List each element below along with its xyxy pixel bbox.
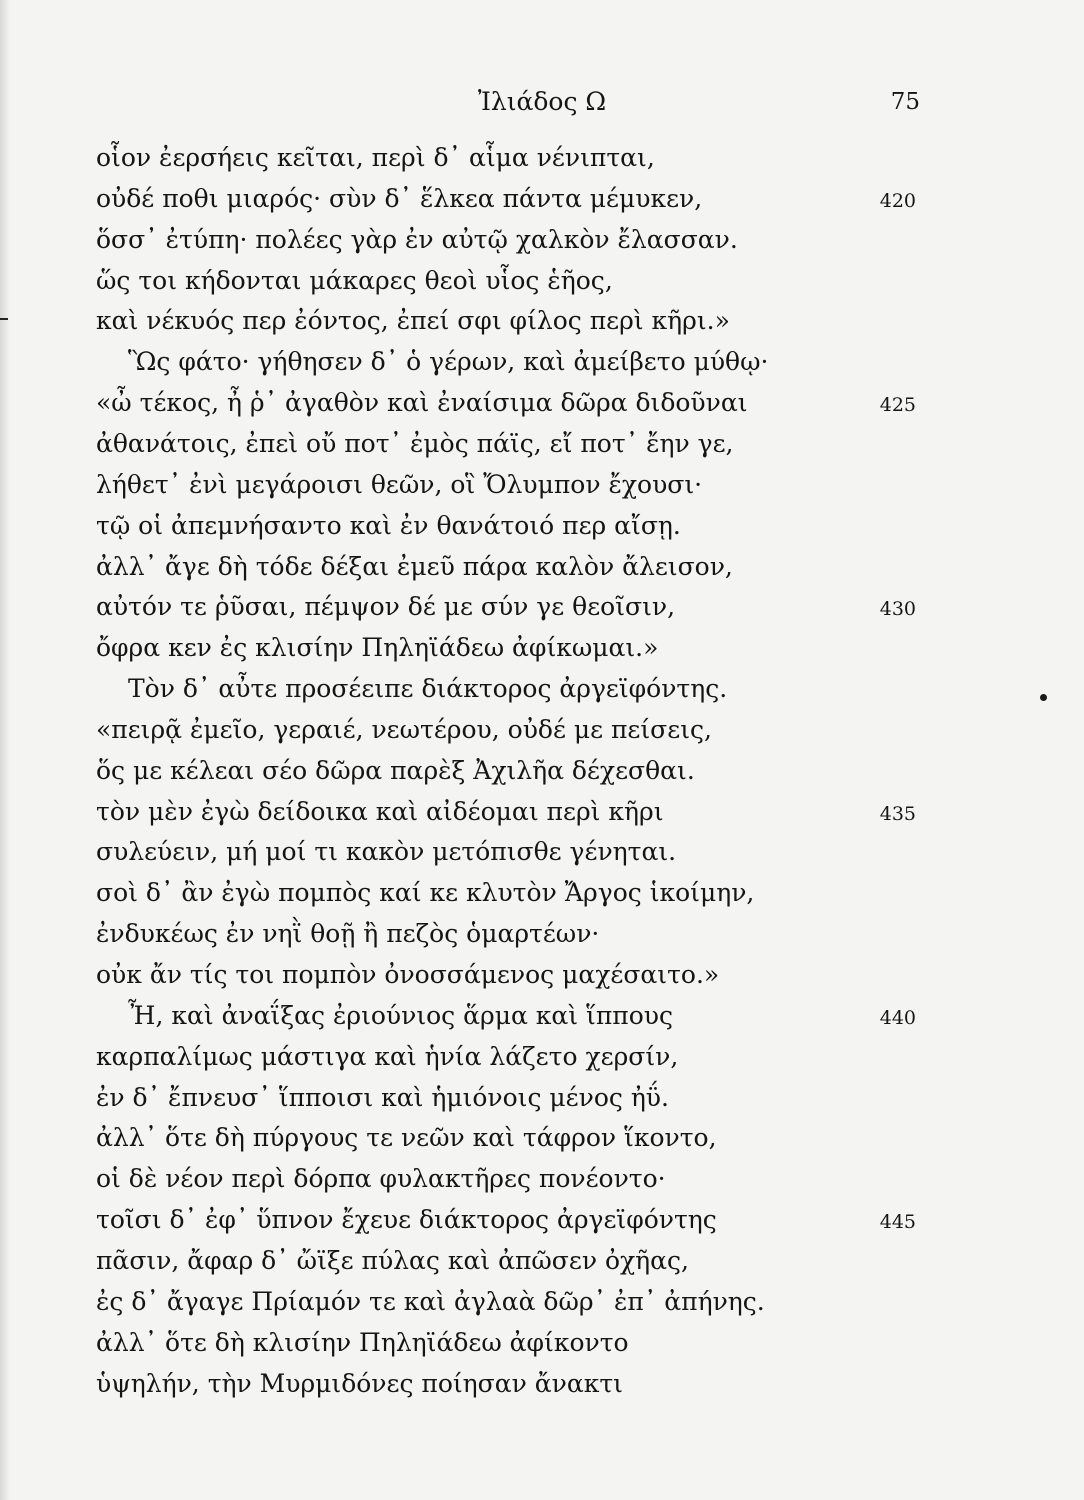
verse-line: ὄφρα κεν ἐς κλισίην Πηληϊάδεω ἀφίκωμαι.» — [96, 633, 659, 662]
verse-line: ἀλλ᾽ ὅτε δὴ πύργους τε νεῶν καὶ τάφρον ἵκοντο, — [96, 1123, 717, 1152]
verse-line: τῷ οἱ ἀπεμνήσαντο καὶ ἐν θανάτοιό περ αἴσῃ. — [96, 511, 681, 540]
verse-line: ὅς με κέλεαι σέο δῶρα παρὲξ Ἀχιλῆα δέχεσθαι. — [96, 756, 695, 785]
verse-line: ἀλλ᾽ ὅτε δὴ κλισίην Πηληϊάδεω ἀφίκοντο — [96, 1328, 629, 1357]
verse-line: ἐνδυκέως ἐν νηῒ θοῇ ἢ πεζὸς ὁμαρτέων· — [96, 919, 600, 948]
verse-line: «πειρᾷ ἐμεῖο, γεραιέ, νεωτέρου, οὐδέ με πείσεις, — [96, 715, 712, 744]
line-number: 440 — [879, 1007, 916, 1029]
page-edge-shadow — [0, 0, 10, 1500]
verse-line: λήθετ᾽ ἐνὶ μεγάροισι θεῶν, οἳ Ὄλυμπον ἔχουσι· — [96, 470, 703, 499]
verse-line: Ἦ, καὶ ἀναΐξας ἐριούνιος ἅρμα καὶ ἵππους — [128, 1001, 673, 1030]
verse-line: καρπαλίμως μάστιγα καὶ ἡνία λάζετο χερσίν, — [96, 1042, 679, 1071]
verse-line: καὶ νέκυός περ ἐόντος, ἐπεί σφι φίλος περὶ κῆρι.» — [96, 306, 730, 335]
page-number: 75 — [890, 89, 920, 115]
verse-line: συλεύειν, μή μοί τι κακὸν μετόπισθε γένηται. — [96, 837, 677, 866]
ink-speck — [1040, 694, 1047, 701]
verse-line: οἷον ἐερσήεις κεῖται, περὶ δ᾽ αἷμα νένιπται, — [96, 143, 655, 172]
verse-line: Τὸν δ᾽ αὖτε προσέειπε διάκτορος ἀργεϊφόντης. — [128, 674, 728, 703]
line-number: 425 — [879, 394, 916, 416]
line-number: 445 — [879, 1211, 916, 1233]
verse-line: πᾶσιν, ἄφαρ δ᾽ ὤϊξε πύλας καὶ ἀπῶσεν ὀχῆας, — [96, 1246, 689, 1275]
verse-line: ὥς τοι κήδονται μάκαρες θεοὶ υἷος ἑῆος, — [96, 266, 613, 295]
verse-line: ἀθανάτοις, ἐπεὶ οὔ ποτ᾽ ἐμὸς πάϊς, εἴ ποτ᾽ ἔην γε, — [96, 429, 734, 458]
line-number: 435 — [879, 803, 916, 825]
verse-line: οἱ δὲ νέον περὶ δόρπα φυλακτῆρες πονέοντο· — [96, 1164, 666, 1193]
margin-mark — [0, 318, 8, 320]
verse-line: «ὦ τέκος, ἦ ῥ᾽ ἀγαθὸν καὶ ἐναίσιμα δῶρα διδοῦναι — [96, 388, 748, 417]
verse-line: τοῖσι δ᾽ ἐφ᾽ ὕπνον ἔχευε διάκτορος ἀργεϊφόντης — [96, 1205, 717, 1234]
verse-line: ἀλλ᾽ ἄγε δὴ τόδε δέξαι ἐμεῦ πάρα καλὸν ἄλεισον, — [96, 552, 733, 581]
verse-line: αὐτόν τε ῥῦσαι, πέμψον δέ με σύν γε θεοῖσιν, — [96, 592, 676, 621]
verse-line: Ὣς φάτο· γήθησεν δ᾽ ὁ γέρων, καὶ ἀμείβετο μύθῳ· — [128, 347, 769, 376]
verse-line: ὑψηλήν, τὴν Μυρμιδόνες ποίησαν ἄνακτι — [96, 1369, 623, 1398]
verse-line: σοὶ δ᾽ ἂν ἐγὼ πομπὸς καί κε κλυτὸν Ἄργος ἱκοίμην, — [96, 878, 755, 907]
verse-line: ἐς δ᾽ ἄγαγε Πρίαμόν τε καὶ ἀγλαὰ δῶρ᾽ ἐπ᾽ ἀπήνης. — [96, 1287, 765, 1316]
verse-line: ἐν δ᾽ ἔπνευσ᾽ ἵπποισι καὶ ἡμιόνοις μένος ἠΰ. — [96, 1083, 669, 1112]
running-title: Ἰλιάδος Ω — [477, 87, 607, 116]
verse-line: τὸν μὲν ἐγὼ δείδοικα καὶ αἰδέομαι περὶ κῆρι — [96, 797, 664, 826]
verse-line: ὅσσ᾽ ἐτύπη· πολέες γὰρ ἐν αὐτῷ χαλκὸν ἔλασσαν. — [96, 225, 738, 254]
verse-line: οὐδέ ποθι μιαρός· σὺν δ᾽ ἕλκεα πάντα μέμυκεν, — [96, 184, 703, 213]
line-number: 420 — [879, 190, 916, 212]
verse-line: οὐκ ἄν τίς τοι πομπὸν ὀνοσσάμενος μαχέσαιτο.» — [96, 960, 720, 989]
line-number: 430 — [879, 598, 916, 620]
